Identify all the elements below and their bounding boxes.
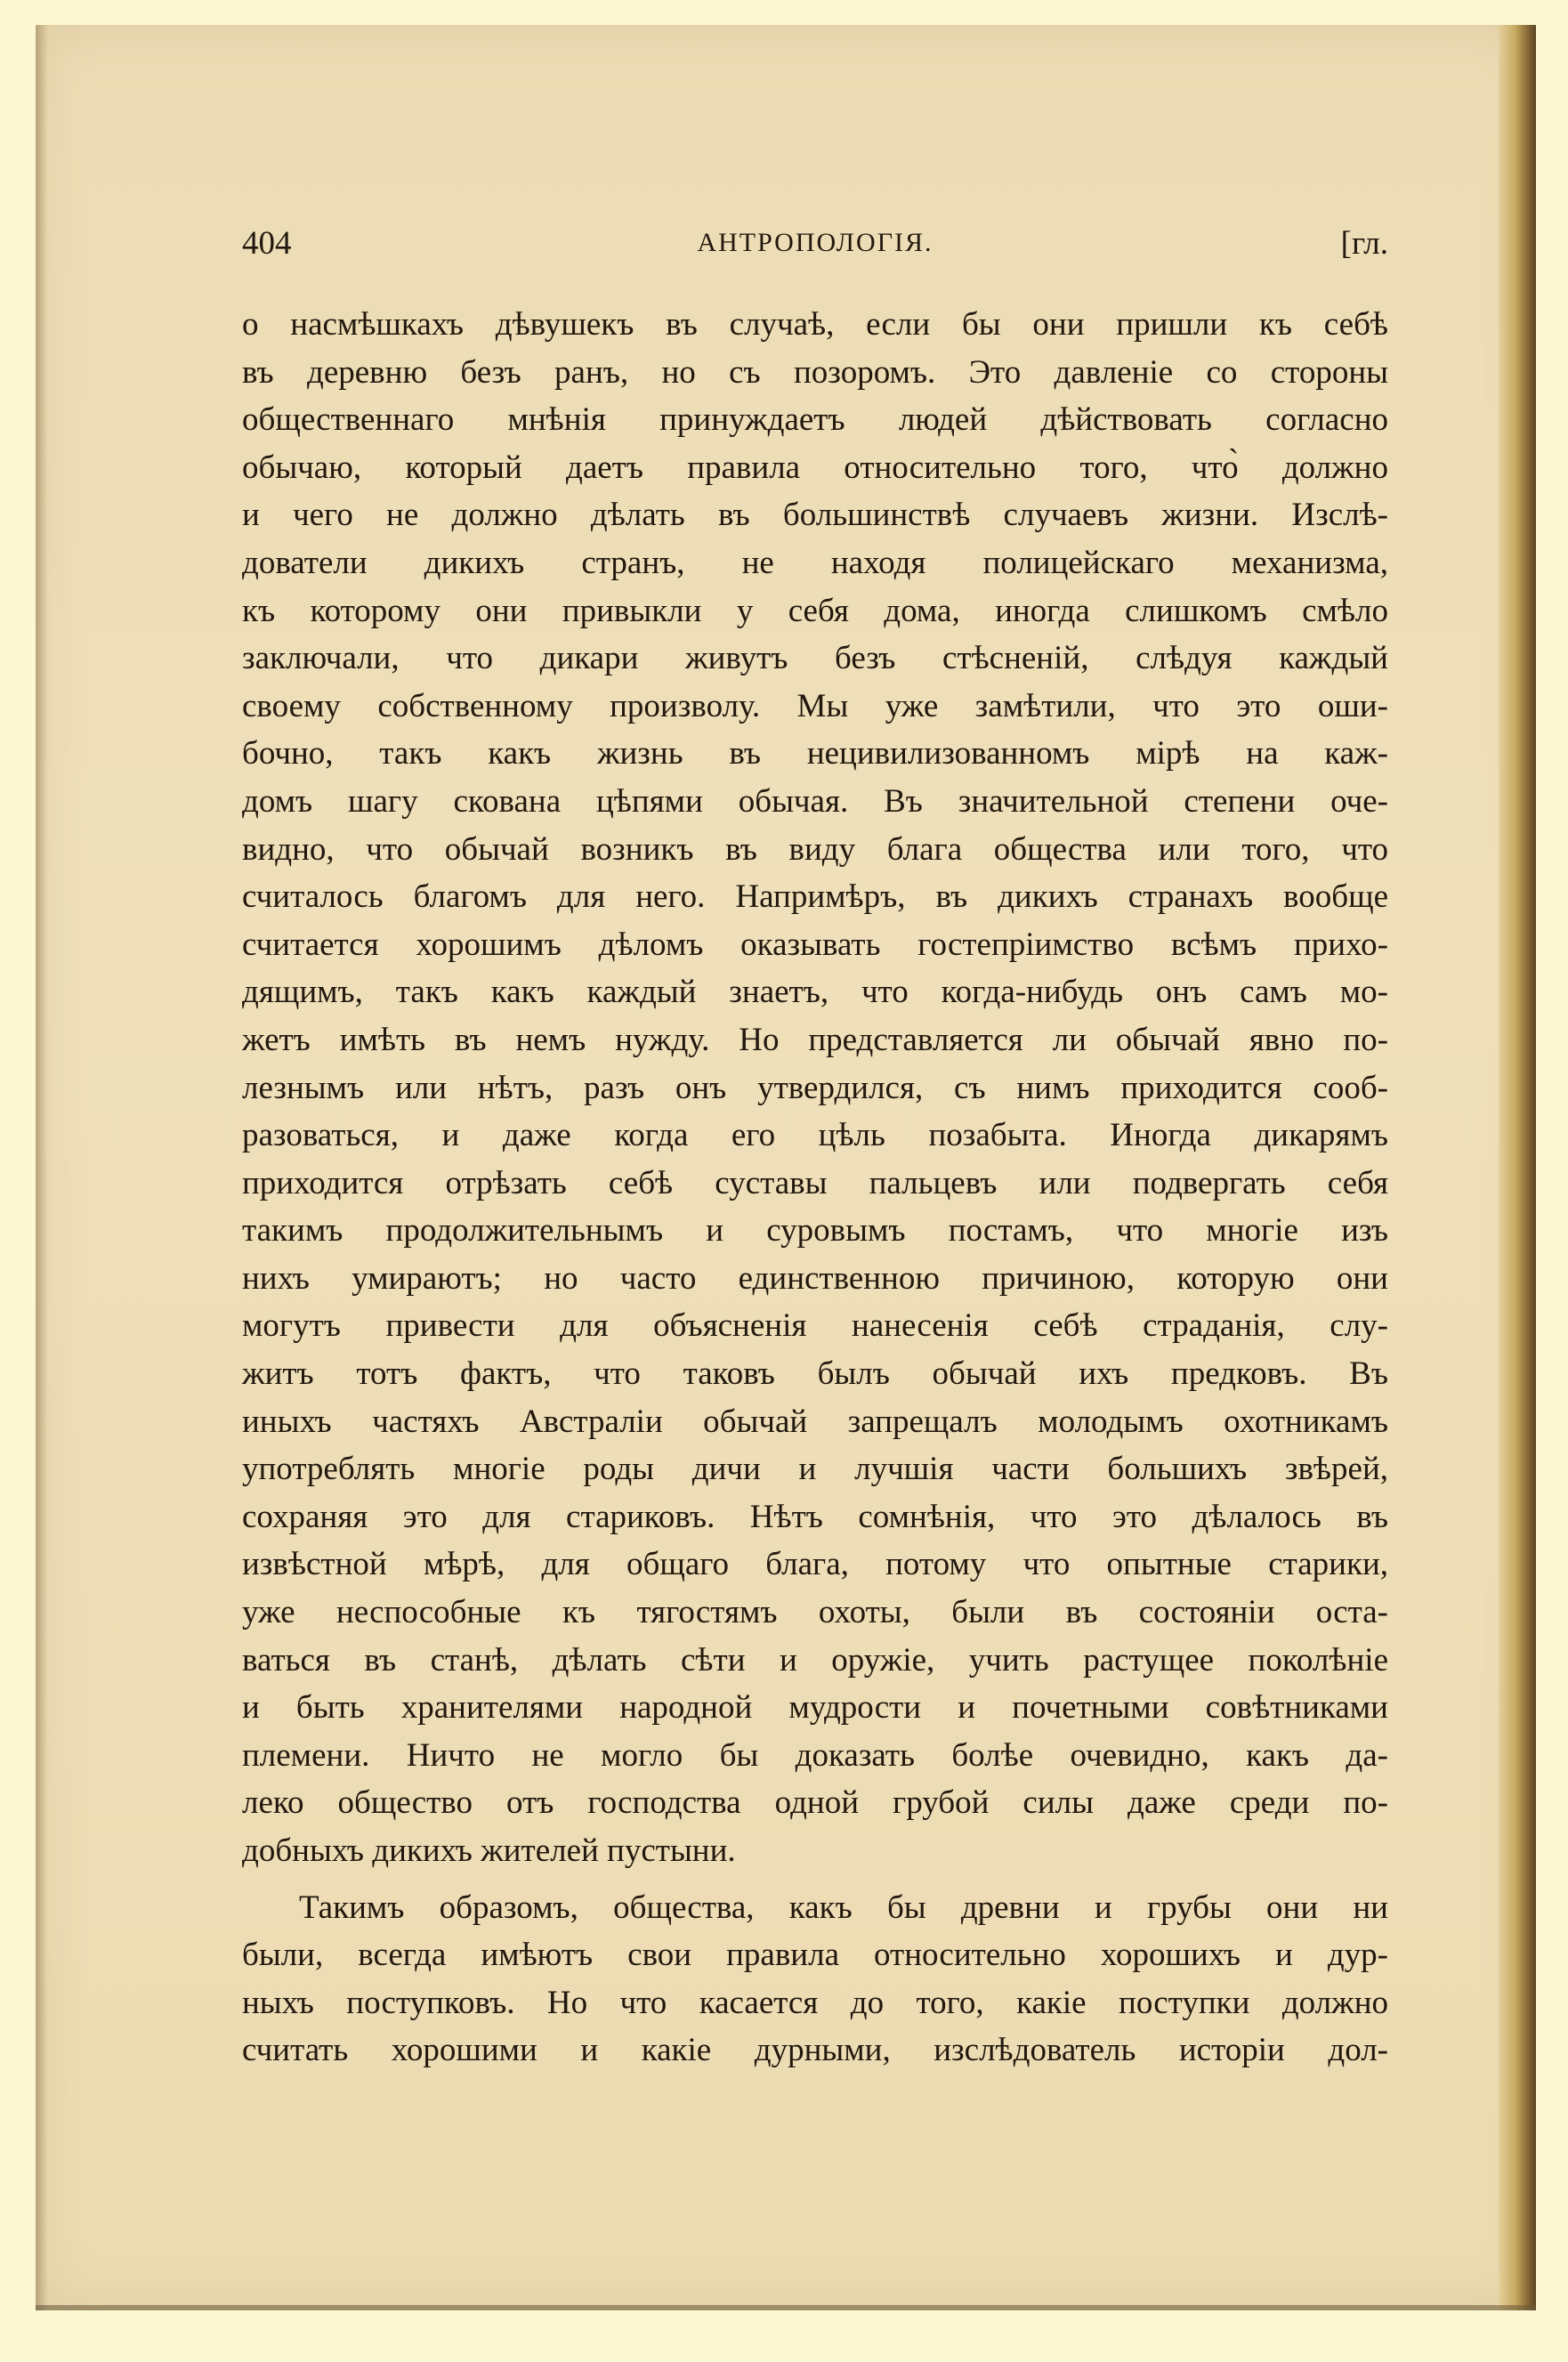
text-line: ваться въ станѣ, дѣлать сѣти и оружіе, учить растущее поколѣніе [242, 1641, 1388, 1678]
text-line: ныхъ поступковъ. Но что касается до того, какіе поступки должно [242, 1984, 1388, 2021]
text-line: жетъ имѣть въ немъ нужду. Но представляется ли обычай явно по- [242, 1021, 1388, 1058]
text-line: племени. Ничто не могло бы доказать болѣе очевидно, какъ да- [242, 1736, 1388, 1774]
page-bottom-edge [36, 2305, 1536, 2310]
page-header [242, 224, 1388, 278]
text-line: употреблять многіе роды дичи и лучшія части большихъ звѣрей, [242, 1451, 1388, 1488]
text-line: нихъ умираютъ; но часто единственною причиною, которую они [242, 1259, 1388, 1297]
text-line: считается хорошимъ дѣломъ оказывать гостепріимство всѣмъ прихо- [242, 926, 1388, 963]
text-line: своему собственному произволу. Мы уже замѣтили, что это оши- [242, 687, 1388, 724]
text-line: иныхъ частяхъ Австраліи обычай запрещалъ молодымъ охотникамъ [242, 1403, 1388, 1440]
text-line: и чего не должно дѣлать въ большинствѣ случаевъ жизни. Изслѣ- [242, 497, 1388, 534]
text-line: къ которому они привыкли у себя дома, иногда слишкомъ смѣло [242, 592, 1388, 629]
text-line: могутъ привести для объясненія нанесенія себѣ страданія, слу- [242, 1307, 1388, 1345]
paragraph-gap [242, 1875, 1388, 1884]
text-line: леко общество отъ господства одной грубой силы даже среди по- [242, 1784, 1388, 1822]
text-line: обычаю, который даетъ правила относительно того, что̀ должно [242, 449, 1388, 486]
text-line: житъ тотъ фактъ, что таковъ былъ обычай ихъ предковъ. Въ [242, 1355, 1388, 1393]
text-line: считалось благомъ для него. Напримѣръ, въ дикихъ странахъ вообще [242, 878, 1388, 916]
text-line: Такимъ образомъ, общества, какъ бы древни и грубы они ни [299, 1889, 1388, 1926]
text-line: лезнымъ или нѣтъ, разъ онъ утвердился, съ нимъ приходится сооб- [242, 1069, 1388, 1106]
page-edge [1499, 25, 1536, 2310]
text-line: бочно, такъ какъ жизнь въ нецивилизованномъ мірѣ на каж- [242, 735, 1388, 773]
text-line: уже неспособные къ тягостямъ охоты, были въ состояніи оста- [242, 1594, 1388, 1631]
text-line: приходится отрѣзать себѣ суставы пальцевъ или подвергать себя [242, 1164, 1388, 1201]
text-line: домъ шагу скована цѣпями обычая. Въ значительной степени оче- [242, 782, 1388, 820]
text-line: считать хорошими и какіе дурными, изслѣдователь исторіи дол- [242, 2032, 1388, 2069]
running-title: АНТРОПОЛОГІЯ. [697, 228, 934, 257]
page-number: 404 [242, 225, 292, 262]
text-line: о насмѣшкахъ дѣвушекъ въ случаѣ, если бы они пришли къ себѣ [242, 306, 1388, 343]
text-line: извѣстной мѣрѣ, для общаго блага, потому что опытные старики, [242, 1546, 1388, 1583]
text-line: въ деревню безъ ранъ, но съ позоромъ. Это давленіе со стороны [242, 353, 1388, 391]
body-text [242, 301, 1388, 2075]
text-line: сохраняя это для стариковъ. Нѣтъ сомнѣнія, что это дѣлалось въ [242, 1498, 1388, 1535]
text-line: дователи дикихъ странъ, не находя полицейскаго механизма, [242, 544, 1388, 581]
paragraph [242, 1884, 1388, 2075]
text-line: добныхъ дикихъ жителей пустыни. [242, 1832, 736, 1869]
text-line: заключали, что дикари живутъ безъ стѣсненій, слѣдуя каждый [242, 640, 1388, 677]
text-line: такимъ продолжительнымъ и суровымъ постамъ, что многіе изъ [242, 1212, 1388, 1250]
text-line: общественнаго мнѣнія принуждаетъ людей дѣйствовать согласно [242, 401, 1388, 439]
text-line: разоваться, и даже когда его цѣль позабыта. Иногда дикарямъ [242, 1117, 1388, 1154]
text-line: и быть хранителями народной мудрости и почетными совѣтниками [242, 1689, 1388, 1727]
text-line: видно, что обычай возникъ въ виду блага общества или того, что [242, 830, 1388, 868]
paragraph [242, 301, 1388, 1875]
text-line: дящимъ, такъ какъ каждый знаетъ, что когда-нибудь онъ самъ мо- [242, 974, 1388, 1011]
text-line: были, всегда имѣютъ свои правила относительно хорошихъ и дур- [242, 1937, 1388, 1974]
chapter-mark: [гл. [1340, 225, 1388, 262]
